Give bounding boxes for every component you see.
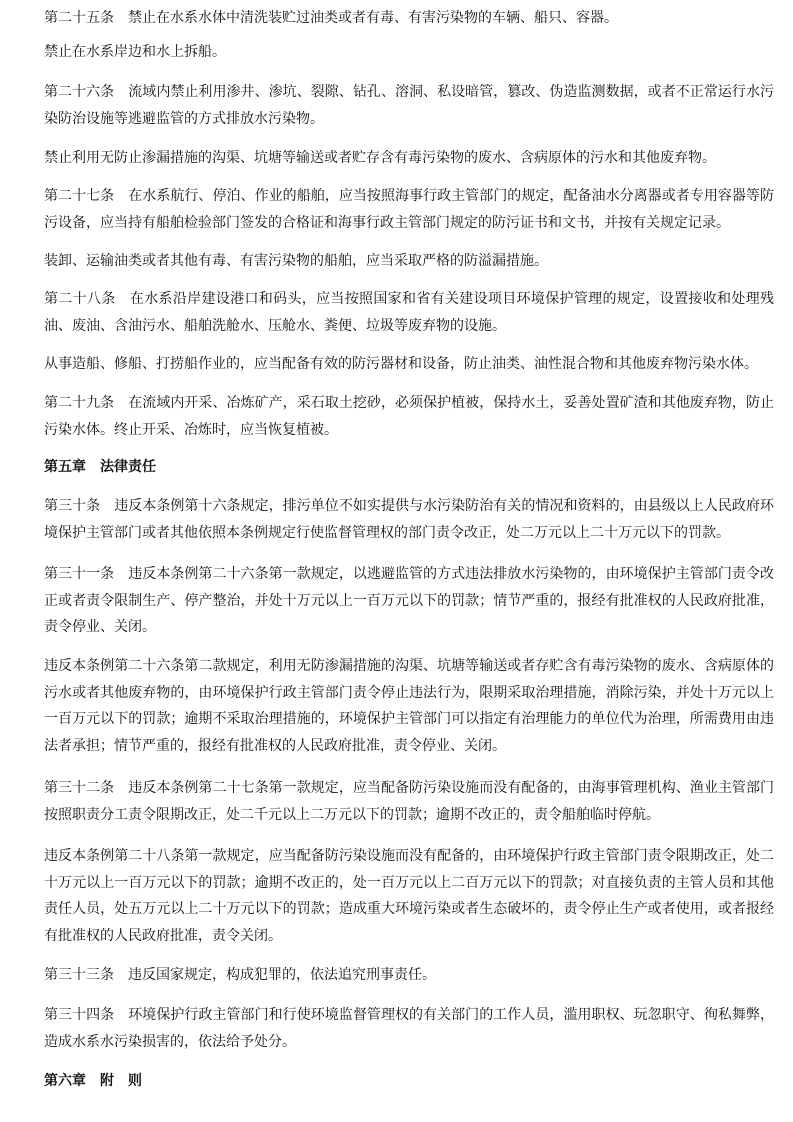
article-34-para-1: 第三十四条 环境保护行政主管部门和行使环境监督管理权的有关部门的工作人员，滥用职权、玩忽职守、徇私舞弊，造成水系水污染损害的，依法给予处分。 (44, 1007, 774, 1050)
article-28-para-1: 第二十八条 在水系沿岸建设港口和码头，应当按照国家和省有关建设项目环境保护管理的规定，设置接收和处理残油、废油、含油污水、船舶洗舱水、压舱水、粪便、垃圾等废弃物的设施。 (44, 291, 774, 334)
article-31-para-1: 第三十一条 违反本条例第二十六条第一款规定，以逃避监管的方式违法排放水污染物的，由环境保护主管部门责令改正或者责令限制生产、停产整治，并处十万元以上一百万元以下的罚款；情节严重的，报经有批准权的人民政府批准，责令停业、关闭。 (44, 566, 774, 635)
article-32-para-2: 违反本条例第二十八条第一款规定，应当配备防污染设施而没有配备的，由环境保护行政主管部门责令限期改正，处二十万元以上一百万元以下的罚款；逾期不改正的，处一百万元以上二百万元以下的罚款；对直接负责的主管人员和其他责任人员，处五万元以上二十万元以下的罚款；造成重大环境污染或者生态破坏的，责令停止生产或者使用，或者报经有批准权的人民政府批准，责令关闭。 (44, 848, 774, 944)
article-25-para-2: 禁止在水系岸边和水上拆船。 (44, 44, 226, 60)
article-27-para-1: 第二十七条 在水系航行、停泊、作业的船舶，应当按照海事行政主管部门的规定，配备油水分离器或者专用容器等防污设备，应当持有船舶检验部门签发的合格证和海事行政主管部门规定的防污证书和文书，并按有关规定记录。 (44, 188, 774, 231)
chapter-5-heading: 第五章 法律责任 (44, 459, 156, 475)
article-26-para-2: 禁止利用无防止渗漏措施的沟渠、坑塘等输送或者贮存含有毒污染物的废水、含病原体的污水和其他废弃物。 (44, 150, 716, 166)
article-26-para-1: 第二十六条 流域内禁止利用渗井、渗坑、裂隙、钻孔、溶洞、私设暗管，篡改、伪造监测数据，或者不正常运行水污染防治设施等逃避监管的方式排放水污染物。 (44, 84, 774, 127)
article-32-para-1: 第三十二条 违反本条例第二十七条第一款规定，应当配备防污染设施而没有配备的，由海事管理机构、渔业主管部门按照职责分工责令限期改正，处二千元以上二万元以下的罚款；逾期不改正的，责令船舶临时停航。 (44, 780, 774, 823)
article-33-para-1: 第三十三条 违反国家规定，构成犯罪的，依法追究刑事责任。 (44, 967, 436, 983)
article-27-para-2: 装卸、运输油类或者其他有毒、有害污染物的船舶，应当采取严格的防溢漏措施。 (44, 253, 548, 269)
article-31-para-2: 违反本条例第二十六条第二款规定，利用无防渗漏措施的沟渠、坑塘等输送或者存贮含有毒污染物的废水、含病原体的污水或者其他废弃物的，由环境保护行政主管部门责令停止违法行为，限期采取治理措施，消除污染，并处十万元以上一百万元以下的罚款；逾期不采取治理措施的，环境保护主管部门可以指定有治理能力的单位代为治理，所需费用由违法者承担；情节严重的，报经有批准权的人民政府批准，责令停业、关闭。 (44, 658, 774, 754)
article-25-para-1: 第二十五条 禁止在水系水体中清洗装贮过油类或者有毒、有害污染物的车辆、船只、容器。 (44, 10, 618, 26)
article-29-para-1: 第二十九条 在流域内开采、冶炼矿产，采石取土挖砂，必须保护植被，保持水土，妥善处置矿渣和其他废弃物，防止污染水体。终止开采、冶炼时，应当恢复植被。 (44, 395, 774, 438)
article-30-para-1: 第三十条 违反本条例第十六条规定，排污单位不如实提供与水污染防治有关的情况和资料的，由县级以上人民政府环境保护主管部门或者其他依照本条例规定行使监督管理权的部门责令改正，处二万元以上二十万元以下的罚款。 (44, 498, 774, 541)
article-28-para-2: 从事造船、修船、打捞船作业的，应当配备有效的防污器材和设备，防止油类、油性混合物和其他废弃物污染水体。 (44, 356, 758, 372)
chapter-6-heading: 第六章 附 则 (44, 1073, 142, 1089)
